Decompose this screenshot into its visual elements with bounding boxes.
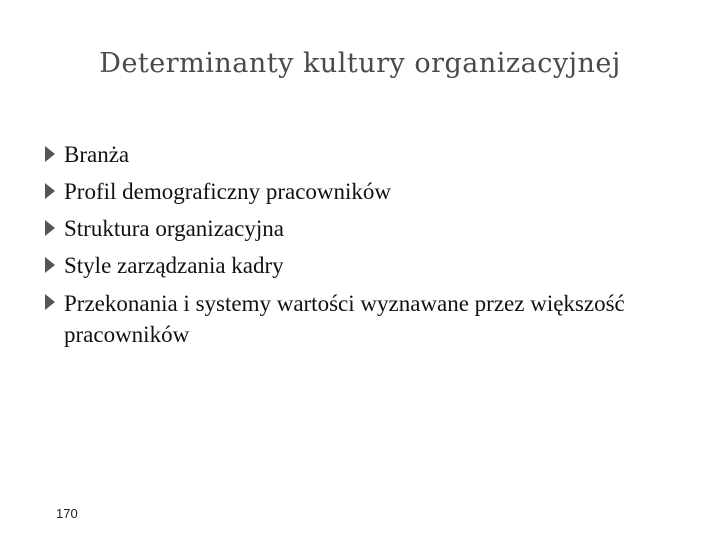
bullet-text: Przekonania i systemy wartości wyznawane przez większość pracowników: [64, 291, 625, 347]
bullet-item: [44, 288, 664, 350]
bullet-item: [44, 214, 664, 243]
bullet-text: Branża: [64, 142, 130, 167]
bullet-text: Profil demograficzny pracowników: [64, 179, 392, 204]
bullet-item: [44, 140, 664, 169]
triangle-right-icon: [45, 294, 55, 310]
bullet-text: Style zarządzania kadry: [64, 253, 284, 278]
triangle-right-icon: [45, 257, 55, 273]
triangle-right-icon: [45, 220, 55, 236]
triangle-right-icon: [45, 146, 55, 162]
triangle-right-icon: [45, 183, 55, 199]
bullet-item: [44, 251, 664, 280]
page-number: 170: [56, 506, 78, 521]
bullet-list: [44, 140, 664, 358]
bullet-text: Struktura organizacyjna: [64, 216, 284, 241]
slide-title: Determinanty kultury organizacyjnej: [99, 48, 621, 79]
bullet-item: [44, 177, 664, 206]
